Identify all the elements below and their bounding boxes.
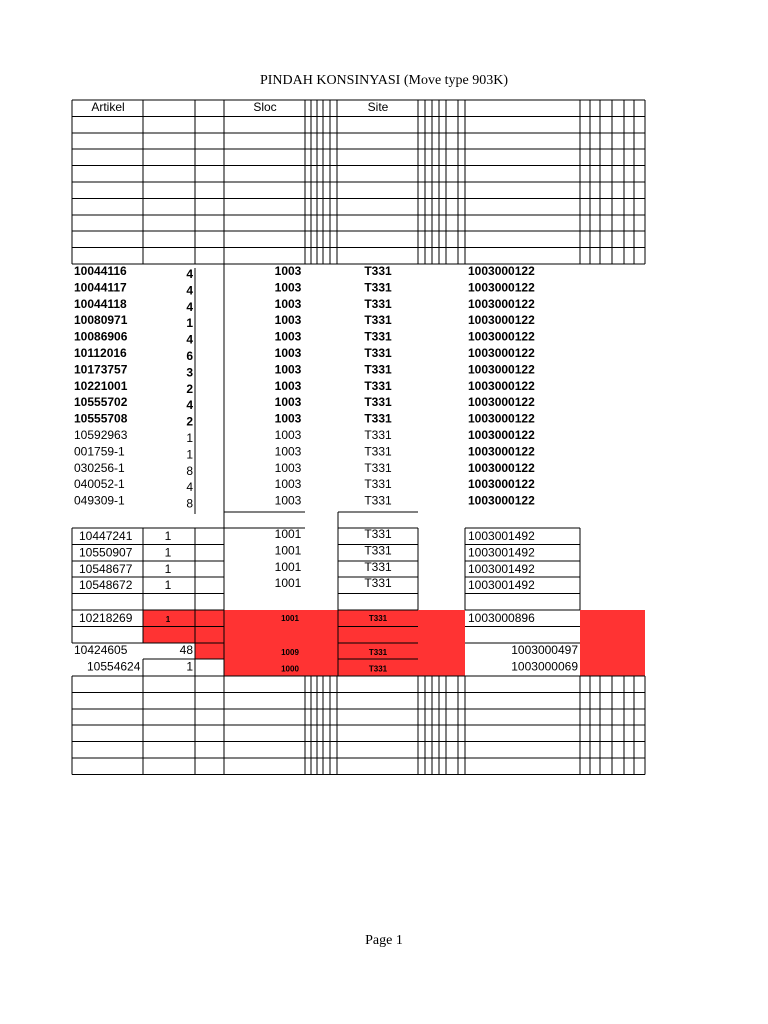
sloc-cell: 1003 [274, 264, 302, 278]
site-cell: T331 [364, 313, 392, 328]
artikel-cell: 10555708 [74, 411, 128, 426]
artikel-cell: 10548677 [79, 561, 133, 576]
artikel-cell: 10424605 [74, 643, 128, 657]
qty-cell: 2 [186, 381, 193, 396]
sloc-cell: 1001 [274, 576, 302, 591]
site-cell: T331 [364, 543, 392, 558]
sloc-cell: 1003 [274, 296, 302, 311]
site-cell: T331 [364, 460, 392, 475]
qty-cell: 4 [186, 332, 193, 347]
site-cell: T331 [364, 493, 392, 508]
doc-cell: 1003000122 [468, 411, 535, 426]
doc-cell: 1003000122 [468, 296, 535, 311]
sloc-cell: 1003 [274, 329, 302, 344]
sloc-cell: 1001 [274, 527, 302, 541]
site-cell: T331 [364, 559, 392, 574]
artikel-cell: 10112016 [74, 346, 127, 360]
doc-cell: 1003000122 [468, 313, 535, 328]
qty-cell: 8 [186, 496, 193, 511]
doc-cell: 1003000122 [468, 444, 535, 459]
sloc-cell: 1003 [274, 280, 302, 295]
qty-cell: 3 [186, 365, 193, 380]
doc-cell: 1003001492 [468, 561, 535, 576]
sloc-cell: 1003 [274, 460, 302, 475]
sloc-cell: 1003 [274, 411, 302, 426]
doc-cell: 1003000122 [468, 264, 535, 278]
site-cell: T331 [364, 411, 392, 426]
site-cell: T331 [368, 664, 388, 674]
page-title: PINDAH KONSINYASI (Move type 903K) [259, 73, 509, 88]
sloc-cell: 1003 [274, 378, 302, 393]
qty-cell: 4 [186, 283, 193, 298]
qty-cell: 2 [186, 414, 193, 429]
highlight-qty [195, 643, 224, 659]
artikel-cell: 10592963 [74, 428, 128, 442]
doc-cell: 1003000122 [468, 477, 535, 492]
doc-cell: 1003000122 [468, 329, 535, 344]
qty-cell: 1 [165, 615, 171, 624]
qty-cell: 8 [186, 463, 193, 478]
artikel-cell: 030256-1 [74, 460, 125, 475]
qty-cell: 1 [186, 316, 193, 331]
site-cell: T331 [364, 477, 392, 492]
artikel-cell: 10044118 [74, 296, 127, 311]
qty-cell: 1 [164, 529, 172, 543]
site-cell: T331 [364, 576, 392, 591]
site-cell: T331 [364, 362, 392, 377]
artikel-cell: 10221001 [74, 378, 128, 393]
doc-cell: 1003000122 [468, 428, 535, 442]
sloc-cell: 1003 [274, 428, 302, 442]
doc-cell: 1003000122 [468, 280, 535, 295]
doc-cell: 1003000122 [468, 493, 535, 508]
qty-cell: 6 [186, 349, 193, 363]
sloc-cell: 1003 [274, 313, 302, 328]
site-cell: T331 [364, 428, 392, 442]
site-cell: T331 [364, 264, 392, 278]
site-cell: T331 [364, 346, 392, 360]
qty-cell: 1 [164, 545, 172, 560]
artikel-cell: 10550907 [79, 545, 133, 560]
header-artikel: Artikel [91, 100, 125, 114]
artikel-cell: 10555702 [74, 395, 128, 410]
sloc-cell: 1003 [274, 444, 302, 459]
artikel-cell: 10086906 [74, 329, 128, 344]
header-site: Site [367, 100, 389, 114]
sloc-cell: 1001 [274, 543, 302, 558]
artikel-cell: 001759-1 [74, 444, 125, 459]
page-footer: Page 1 [365, 933, 403, 948]
qty-cell: 4 [186, 299, 193, 314]
qty-cell: 1 [164, 561, 172, 576]
qty-cell: 1 [186, 431, 193, 445]
site-cell: T331 [368, 648, 388, 657]
site-cell: T331 [364, 329, 392, 344]
site-cell: T331 [364, 296, 392, 311]
qty-cell: 48 [179, 643, 193, 657]
site-cell: T331 [364, 444, 392, 459]
site-cell: T331 [368, 614, 388, 623]
highlight-right [580, 610, 645, 676]
doc-cell: 1003000122 [468, 378, 535, 393]
doc-cell: 1003000122 [468, 346, 535, 360]
doc-cell: 1003000122 [468, 362, 535, 377]
qty-cell: 4 [186, 480, 193, 495]
sloc-cell: 1003 [274, 493, 302, 508]
header-sloc: Sloc [253, 100, 277, 114]
doc-cell: 1003000122 [468, 395, 535, 410]
sloc-cell: 1003 [274, 395, 302, 410]
sloc-cell: 1009 [281, 648, 299, 657]
artikel-cell: 049309-1 [74, 493, 125, 508]
artikel-cell: 10218269 [79, 611, 133, 625]
doc-cell: 1003000497 [511, 643, 578, 657]
doc-cell: 1003001492 [468, 545, 535, 560]
artikel-cell: 10554624 [87, 659, 141, 674]
site-cell: T331 [364, 395, 392, 410]
qty-cell: 1 [164, 578, 172, 593]
doc-cell: 1003001492 [468, 578, 535, 593]
artikel-cell: 10044117 [74, 280, 127, 295]
sloc-cell: 1001 [274, 559, 302, 574]
sloc-cell: 1001 [281, 614, 299, 623]
qty-cell: 1 [186, 659, 193, 674]
doc-cell: 1003000069 [511, 659, 578, 674]
artikel-cell: 040052-1 [74, 477, 125, 492]
doc-cell: 1003000896 [468, 611, 535, 625]
site-cell: T331 [364, 378, 392, 393]
artikel-cell: 10080971 [74, 313, 128, 328]
doc-cell: 1003001492 [468, 529, 535, 543]
qty-cell: 4 [186, 267, 193, 281]
site-cell: T331 [364, 280, 392, 295]
qty-cell: 1 [186, 447, 193, 462]
highlight-gap [418, 610, 465, 676]
sloc-cell: 1003 [274, 346, 302, 360]
qty-cell: 4 [186, 398, 193, 413]
artikel-cell: 10044116 [74, 264, 127, 278]
doc-cell: 1003000122 [468, 460, 535, 475]
site-cell: T331 [364, 527, 392, 541]
sloc-cell: 1003 [274, 362, 302, 377]
artikel-cell: 10173757 [74, 362, 128, 377]
artikel-cell: 10548672 [79, 578, 133, 593]
artikel-cell: 10447241 [79, 529, 133, 543]
sloc-cell: 1000 [281, 664, 299, 674]
sloc-cell: 1003 [274, 477, 302, 492]
